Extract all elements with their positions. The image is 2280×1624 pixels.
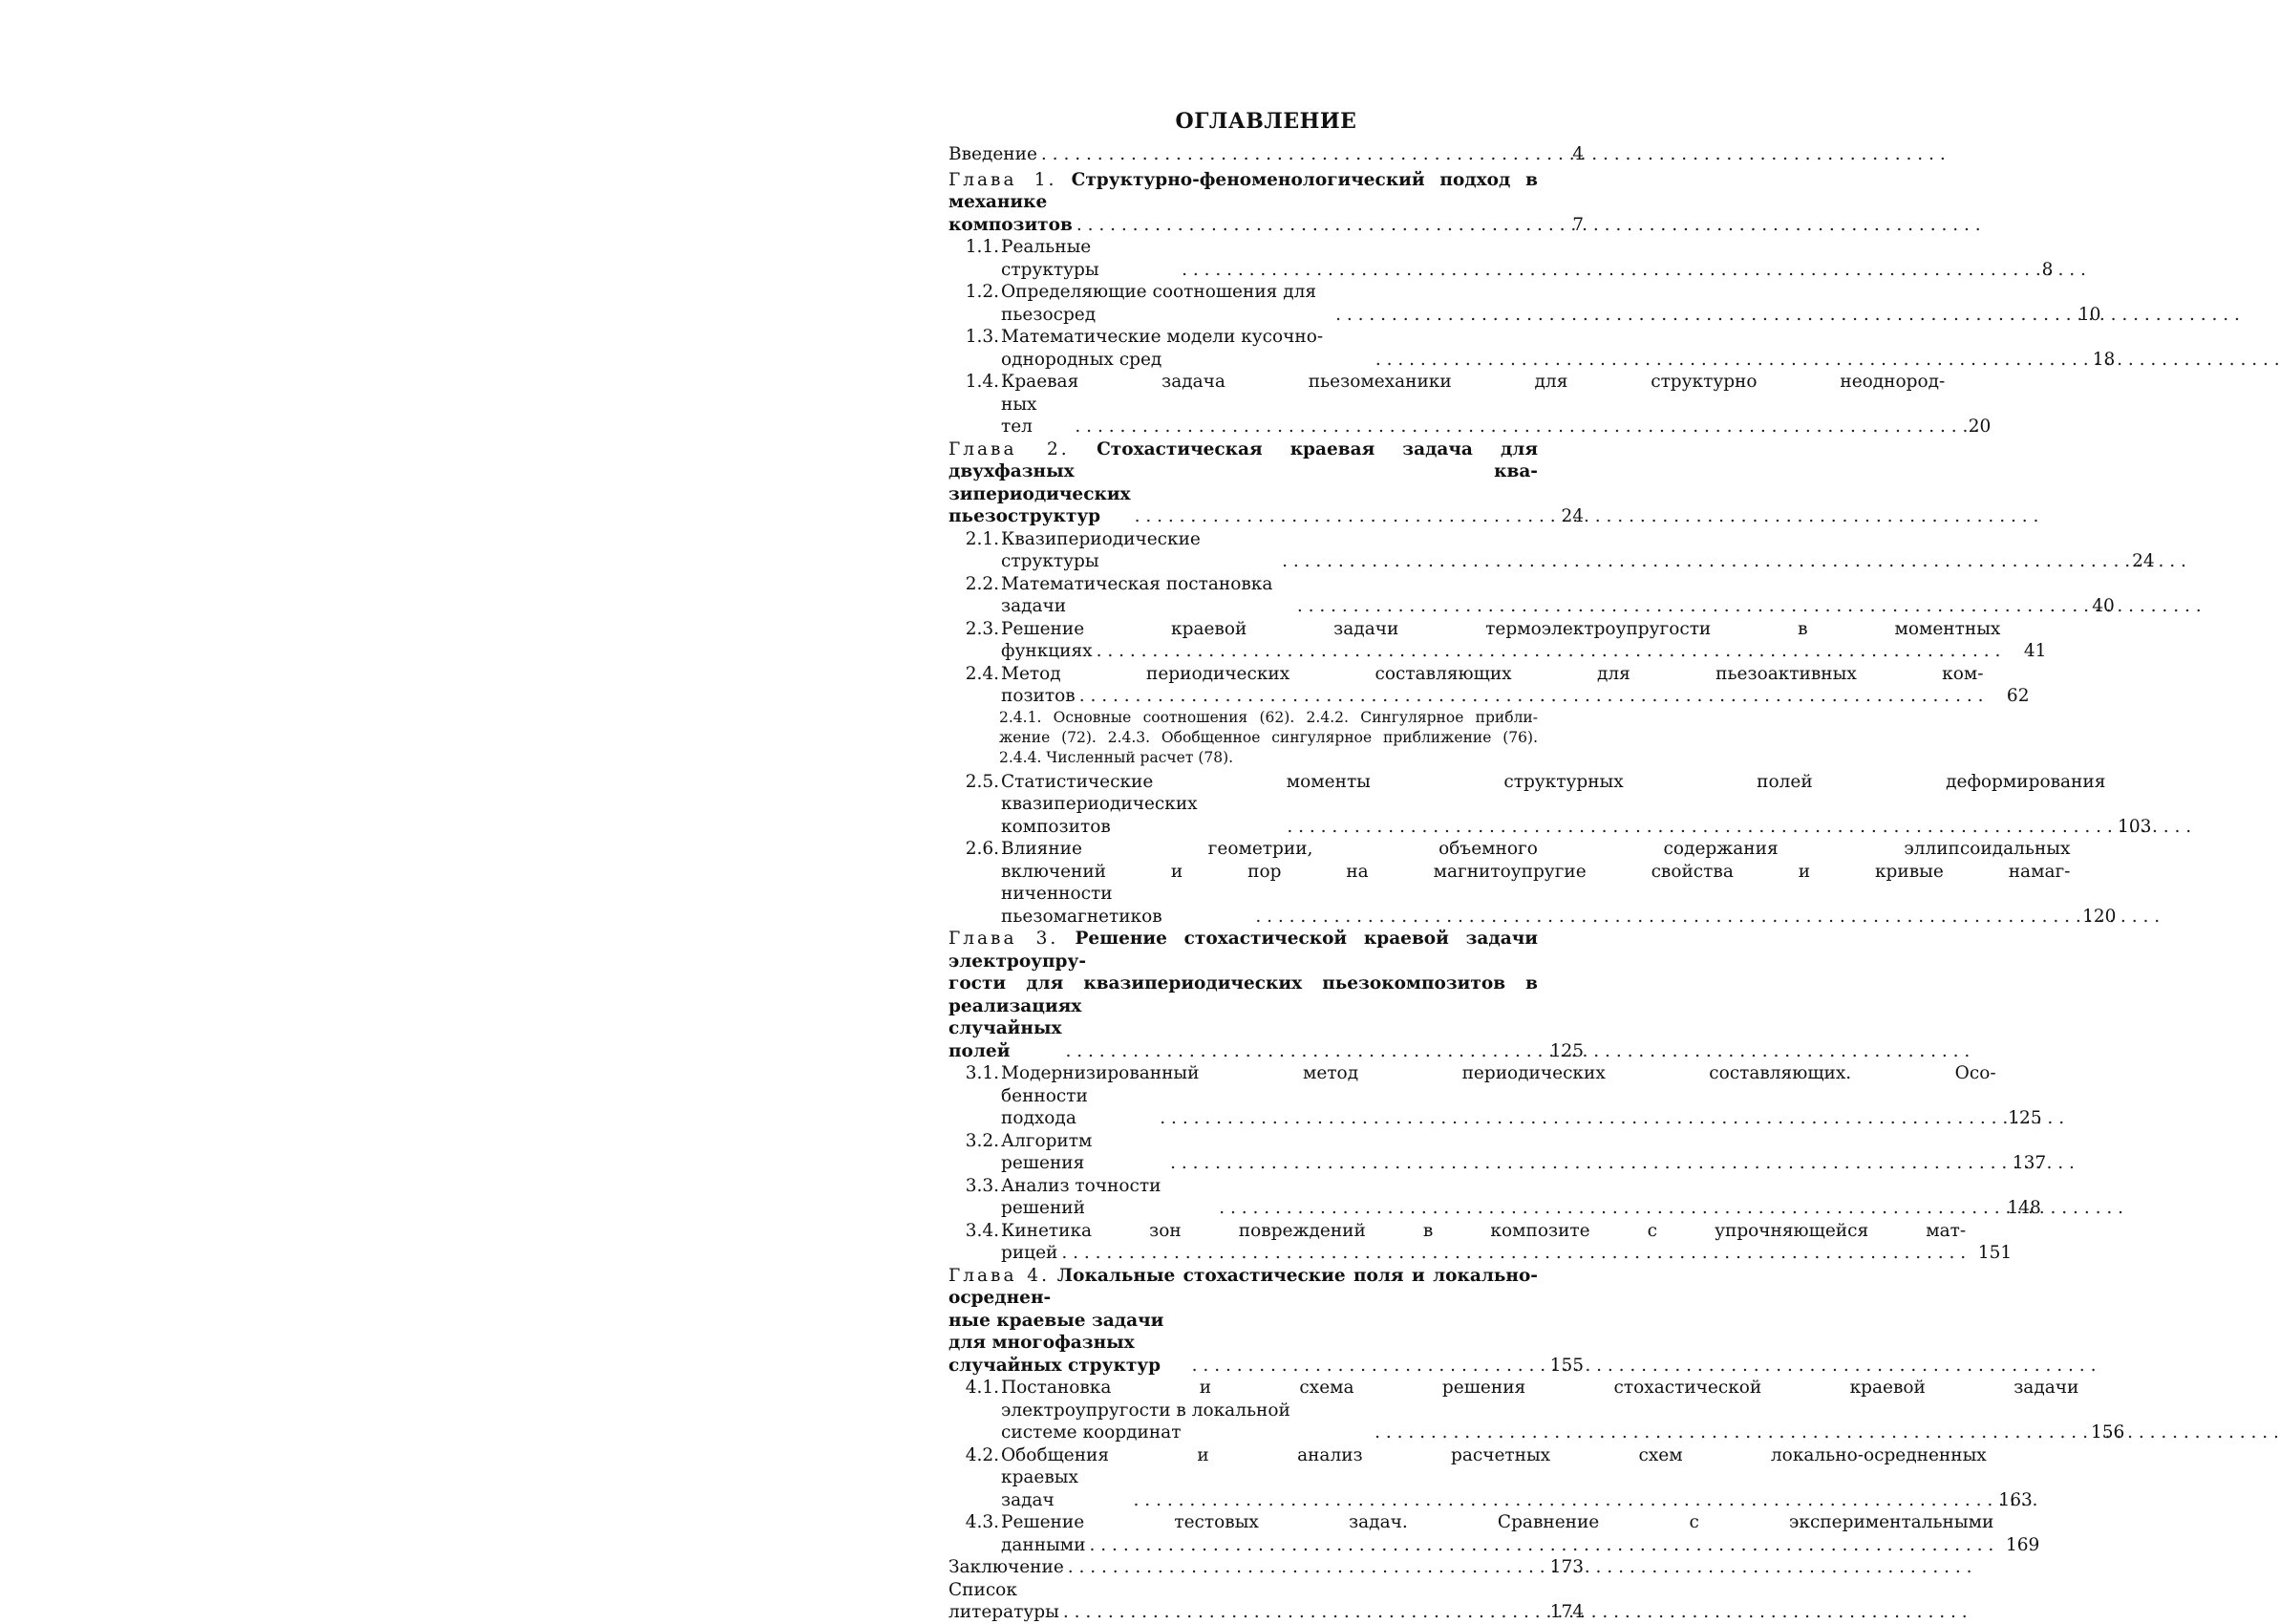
entry-label: Введение <box>948 144 1037 164</box>
chapter-title-line: ные краевые задачи для многофазных случайных структур <box>948 1310 1164 1376</box>
toc-section-4-2[interactable]: 4.2. Обобщения и анализ расчетных схем локально-осредненных краевых задач . . . 163 <box>948 1444 1584 1512</box>
toc-section-1-4[interactable]: 1.4. Краевая задача пьезомеханики для структурно неоднород- ных тел . . . 20 <box>948 371 1584 438</box>
chapter-label: Глава 3. <box>948 929 1059 949</box>
toc-section-2-5[interactable]: 2.5. Статистические моменты структурных полей деформирования квазипериодических композитов . . . 103 <box>948 771 1584 839</box>
toc-section-3-1[interactable]: 3.1. Модернизированный метод периодических составляющих. Осо- бенности подхода . . . 125 <box>948 1062 1584 1130</box>
toc-section-1-3[interactable]: 1.3. Математические модели кусочно-однородных сред . . . 18 <box>948 326 1584 371</box>
page-number: 125 <box>1549 1040 1584 1061</box>
chapter-title-line: гости для квазипериодических пьезокомпозитов в реализациях <box>948 973 1538 1016</box>
toc-entry-intro[interactable] <box>948 143 1584 166</box>
page-number: 174 <box>1549 1602 1584 1622</box>
page-number: 155 <box>1549 1355 1584 1376</box>
chapter-title-line: композитов <box>948 214 1073 235</box>
toc-section-2-3[interactable]: 2.3. Решение краевой задачи термоэлектроупругости в моментных функциях . . . 41 <box>948 618 1584 663</box>
toc-entry-references[interactable] <box>948 1579 1584 1624</box>
toc-section-3-4[interactable]: 3.4. Кинетика зон повреждений в композите с упрочняющейся мат- рицей . . . 151 <box>948 1220 1584 1265</box>
toc-section-4-3[interactable]: 4.3. Решение тестовых задач. Сравнение с экспериментальными данными . . . 169 <box>948 1511 1584 1556</box>
chapter-title-line: Стохастическая краевая задача для двухфазных ква- <box>948 438 1538 481</box>
toc-section-1-2[interactable]: 1.2. Определяющие соотношения для пьезосред . . . 10 <box>948 281 1584 326</box>
toc-section-2-4[interactable]: 2.4. Метод периодических составляющих для пьезоактивных ком- позитов . . . 62 <box>948 663 1584 708</box>
toc-title: ОГЛАВЛЕНИЕ <box>1175 109 1357 134</box>
toc-section-3-3[interactable]: 3.3. Анализ точности решений . . . 148 <box>948 1175 1584 1220</box>
chapter-label: Глава 1. <box>948 169 1057 190</box>
chapter-title-line: Структурно-феноменологический подход в механике <box>948 169 1538 212</box>
page-number: 4 <box>1572 144 1584 164</box>
toc-section-1-1[interactable]: 1.1. Реальные структуры . . . 8 <box>948 236 1584 281</box>
toc-section-2-1[interactable]: 2.1. Квазипериодические структуры . . . 24 <box>948 528 1584 573</box>
chapter-title-line: Решение стохастической краевой задачи электроупру- <box>948 929 1538 972</box>
page-number: 173 <box>1549 1557 1584 1577</box>
toc-section-3-2[interactable]: 3.2. Алгоритм решения . . . 137 <box>948 1130 1584 1175</box>
table-of-contents <box>948 107 2155 1624</box>
toc-section-4-1[interactable]: 4.1. Постановка и схема решения стохастической краевой задачи электроупругости в локальной системе координат . . . 156 <box>948 1377 1584 1444</box>
chapter-label: Глава 4. <box>948 1265 1050 1286</box>
entry-label: Заключение <box>948 1557 1064 1577</box>
toc-chapter-4[interactable] <box>948 1265 1584 1378</box>
toc-subsections-2-4: 2.4.1. Основные соотношения (62). 2.4.2. Сингулярное прибли-жение (72). 2.4.3. Обобщенное сингулярное приближение (76). 2.4.4. Численный расчет (78). <box>999 708 1538 766</box>
entry-label: Список литературы <box>948 1579 1059 1622</box>
chapter-title-line: зипериодических пьезоструктур <box>948 483 1131 526</box>
page-number: 7 <box>1572 214 1584 235</box>
toc-chapter-2[interactable] <box>948 438 1584 528</box>
toc-section-2-6[interactable]: 2.6. Влияние геометрии, объемного содержания эллипсоидальных включений и пор на магнитоупругие свойства и кривые намаг- ниченности пьезомагнетиков . . . 120 <box>948 838 1584 928</box>
chapter-title-line: случайных полей <box>948 1018 1062 1061</box>
chapter-title-line: Локальные стохастические поля и локально-осреднен- <box>948 1265 1538 1308</box>
toc-chapter-1[interactable] <box>948 169 1584 237</box>
toc-section-2-2[interactable]: 2.2. Математическая постановка задачи . . . 40 <box>948 573 1584 618</box>
chapter-label: Глава 2. <box>948 438 1070 459</box>
toc-chapter-3[interactable] <box>948 928 1584 1062</box>
toc-entry-conclusion[interactable] <box>948 1556 1584 1579</box>
page-number: 24 <box>1561 506 1584 526</box>
